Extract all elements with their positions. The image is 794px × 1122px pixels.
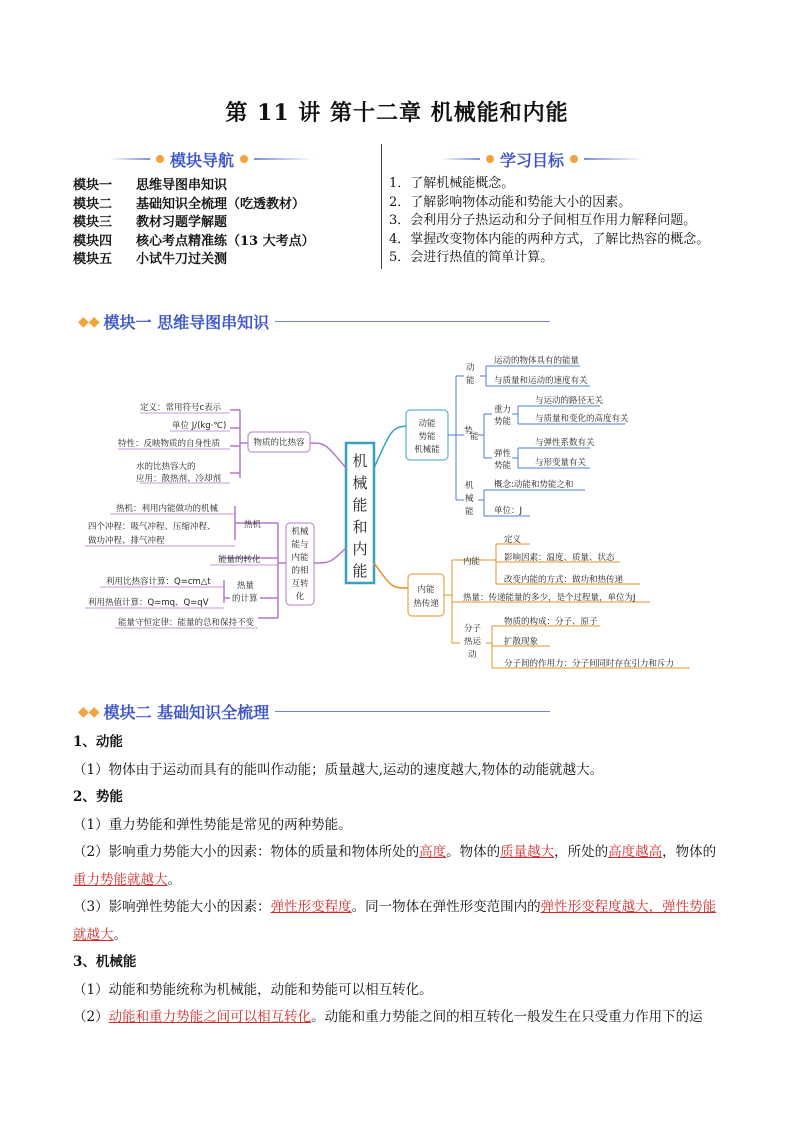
column-divider xyxy=(381,144,382,269)
double-diamond-icon: ◆◆ xyxy=(78,313,100,330)
mindmap-node-gravity: 势能 xyxy=(494,417,512,427)
mindmap-node-heat-calc: 热量 xyxy=(237,581,255,591)
mindmap-right2-links xyxy=(374,563,408,588)
svg-text:内能: 内能 xyxy=(291,553,309,563)
dot-icon xyxy=(156,155,164,163)
content-paragraph: （2）影响重力势能大小的因素：物体的质量和物体所处的高度。物体的质量越大，所处的高度越高，物体的重力势能就越大。 xyxy=(73,844,717,888)
mindmap-node-molecular: 动 xyxy=(468,650,477,660)
page-title: 第 11 讲 第十二章 机械能和内能 xyxy=(225,100,569,126)
highlight-text: 高度越高 xyxy=(608,844,663,860)
mindmap-node-heat-calc: 的计算 xyxy=(232,594,258,604)
mindmap-leaf: 分子间的作用力：分子间同时存在引力和斥力 xyxy=(504,659,675,669)
content-heading: 2、势能 xyxy=(73,789,123,805)
dot-icon xyxy=(570,155,578,163)
dot-icon xyxy=(486,155,494,163)
mindmap-node-heat-engine: 热机 xyxy=(244,520,262,530)
goal-item: 1．了解机械能概念。 xyxy=(389,176,515,191)
module-text: 核心考点精准练（13 大考点） xyxy=(136,233,315,249)
mindmap-node-mech: 械 xyxy=(465,494,474,504)
goal-item: 4．掌握改变物体内能的两种方式，了解比热容的概念。 xyxy=(389,231,710,247)
svg-text:能与: 能与 xyxy=(291,540,309,550)
highlight-text: 高度 xyxy=(419,844,447,860)
module-list xyxy=(73,177,315,270)
content-paragraph: （1）物体由于运动而具有的能叫作动能；质量越大,运动的速度越大,物体的动能就越大。 xyxy=(73,761,604,778)
module-key: 模块三 xyxy=(73,215,113,230)
module-text: 思维导图串知识 xyxy=(136,178,228,193)
content-paragraph: （1）重力势能和弹性势能是常见的两种势能。 xyxy=(73,816,352,833)
mindmap-leaf: 利用比热容计算：Q=cm△t xyxy=(106,577,211,587)
highlight-text: 质量越大 xyxy=(500,844,555,860)
mindmap-leaf: 扩散现象 xyxy=(504,637,539,647)
mindmap-node-elastic: 弹性 xyxy=(494,449,512,459)
module-item[interactable] xyxy=(73,233,315,252)
svg-text:互转: 互转 xyxy=(291,579,309,589)
mindmap-node-kinetic: 动 xyxy=(466,363,475,373)
mindmap-node-energy-transform: 能量的转化 xyxy=(218,555,261,565)
highlight-text: 弹性形变程度越大，弹性势能就越大 xyxy=(73,899,717,943)
svg-text:内: 内 xyxy=(352,540,368,558)
mindmap-leaf: 概念:动能和势能之和 xyxy=(494,480,574,490)
content-body xyxy=(73,729,725,1032)
module-text: 小试牛刀过关测 xyxy=(136,252,228,267)
mind-map xyxy=(80,348,720,678)
module-item[interactable] xyxy=(73,196,315,215)
mindmap-leaf: 热量：传递能量的多少，是个过程量，单位为J xyxy=(463,593,636,603)
section1-title: 模块一 思维导图串知识 xyxy=(103,313,270,332)
svg-text:内能: 内能 xyxy=(417,585,435,595)
svg-text:机械: 机械 xyxy=(291,527,309,537)
mindmap-right1-links xyxy=(374,426,406,468)
mindmap-node-elastic: 势能 xyxy=(494,461,512,471)
goals-heading-label: 学习目标 xyxy=(500,150,565,170)
mindmap-node-internal xyxy=(408,574,444,616)
svg-text:能: 能 xyxy=(352,562,368,580)
highlight-text: 动能和重力势能之间可以相互转化 xyxy=(108,1009,312,1025)
mindmap-leaf: 能量守恒定律：能量的总和保持不变 xyxy=(118,618,255,628)
mindmap-leaf: 与形变量有关 xyxy=(535,458,587,468)
module-item[interactable] xyxy=(73,214,315,233)
mindmap-node-potential: 能 xyxy=(470,432,479,442)
mindmap-leaf: 定义：常用符号c表示 xyxy=(140,403,222,413)
mindmap-leaf: 运动的物体具有的能量 xyxy=(494,356,580,366)
mindmap-leaf: 特性：反映物质的自身性质 xyxy=(118,439,221,449)
mindmap-node-molecular: 分子 xyxy=(464,624,482,634)
mindmap-leaf: 单位 J/(kg·℃) xyxy=(172,421,227,431)
content-heading: 3、机械能 xyxy=(73,954,137,970)
module-key: 模块四 xyxy=(73,233,113,249)
goal-item: 3．会利用分子热运动和分子间相互作用力解释问题。 xyxy=(389,213,697,228)
mindmap-leaf: 热机：利用内能做功的机械 xyxy=(116,504,219,514)
module-item[interactable] xyxy=(73,177,315,196)
section2-heading xyxy=(78,700,550,723)
svg-text:能: 能 xyxy=(352,496,368,514)
highlight-text: 重力势能就越大 xyxy=(73,871,168,888)
goals-heading xyxy=(440,146,644,172)
nav-heading xyxy=(110,146,314,172)
content-paragraph: （2）动能和重力势能之间可以相互转化。动能和重力势能之间的相互转化一般发生在只受重力作用下的运 xyxy=(73,1009,703,1025)
module-key: 模块五 xyxy=(73,252,113,267)
section2-title: 模块二 基础知识全梳理 xyxy=(103,703,270,722)
mindmap-node-potential: 势 xyxy=(464,426,473,436)
goal-item: 2．了解影响物体动能和势能大小的因素。 xyxy=(389,194,632,210)
module-key: 模块一 xyxy=(73,178,113,193)
dot-icon xyxy=(240,155,248,163)
goal-item: 5．会进行热值的简单计算。 xyxy=(389,250,554,265)
mindmap-leaf: 物质的构成：分子、原子 xyxy=(504,617,598,627)
mindmap-leaf: 改变内能的方式：做功和热传递 xyxy=(504,575,624,585)
svg-text:机械能: 机械能 xyxy=(414,445,440,455)
double-diamond-icon: ◆◆ xyxy=(78,703,100,720)
mindmap-leaf: 与弹性系数有关 xyxy=(535,438,595,448)
mindmap-node-molecular: 热运 xyxy=(464,637,482,647)
mindmap-leaf: 与运动的路径无关 xyxy=(535,396,604,406)
mindmap-leaf: 应用：散热剂、冷却剂 xyxy=(136,474,222,484)
mindmap-node-kinetic: 能 xyxy=(466,376,475,386)
mindmap-leaf: 做功冲程、排气冲程 xyxy=(88,536,165,546)
module-text: 基础知识全梳理（吃透教材） xyxy=(136,196,306,212)
svg-text:和: 和 xyxy=(352,518,368,536)
svg-text:械: 械 xyxy=(352,474,368,492)
mindmap-leaf: 定义 xyxy=(504,535,522,545)
mindmap-leaf: 与质量和运动的速度有关 xyxy=(494,376,588,386)
mindmap-node-gravity: 重力 xyxy=(494,405,512,415)
content-heading: 1、动能 xyxy=(73,734,123,750)
svg-text:热传递: 热传递 xyxy=(413,599,439,609)
svg-text:化: 化 xyxy=(295,592,305,602)
goal-list xyxy=(389,175,709,268)
module-key: 模块二 xyxy=(73,196,113,212)
mindmap-leaf: 四个冲程：吸气冲程、压缩冲程、 xyxy=(88,522,216,532)
highlight-text: 弹性形变程度 xyxy=(270,899,352,915)
content-paragraph: （3）影响弹性势能大小的因素：弹性形变程度。同一物体在弹性形变范围内的弹性形变程度越大，弹性势能就越大。 xyxy=(73,899,717,943)
mindmap-leaf: 单位：J xyxy=(494,506,523,516)
mindmap-node-internal-sub: 内能 xyxy=(463,557,481,567)
content-paragraph: （1）动能和势能统称为机械能，动能和势能可以相互转化。 xyxy=(73,981,433,998)
svg-text:动能: 动能 xyxy=(418,419,436,429)
svg-text:势能: 势能 xyxy=(418,432,436,442)
mindmap-node-mech: 机 xyxy=(465,481,474,491)
module-text: 教材习题学解题 xyxy=(136,215,228,230)
mindmap-leaf: 利用热值计算：Q=mq、Q=qV xyxy=(88,598,209,608)
mindmap-leaf: 影响因素：温度、质量、状态 xyxy=(504,553,615,563)
svg-text:的相: 的相 xyxy=(291,566,309,576)
mindmap-leaf: 水的比热容大的 xyxy=(136,462,196,472)
svg-text:机: 机 xyxy=(352,452,368,470)
module-item[interactable] xyxy=(73,251,315,270)
mindmap-leaf: 与质量和变化的高度有关 xyxy=(535,414,629,424)
section1-heading xyxy=(78,310,550,333)
mindmap-node-mech: 能 xyxy=(465,507,474,517)
mindmap-node-specific-heat-label: 物质的比热容 xyxy=(253,438,305,448)
nav-heading-label: 模块导航 xyxy=(170,150,235,170)
